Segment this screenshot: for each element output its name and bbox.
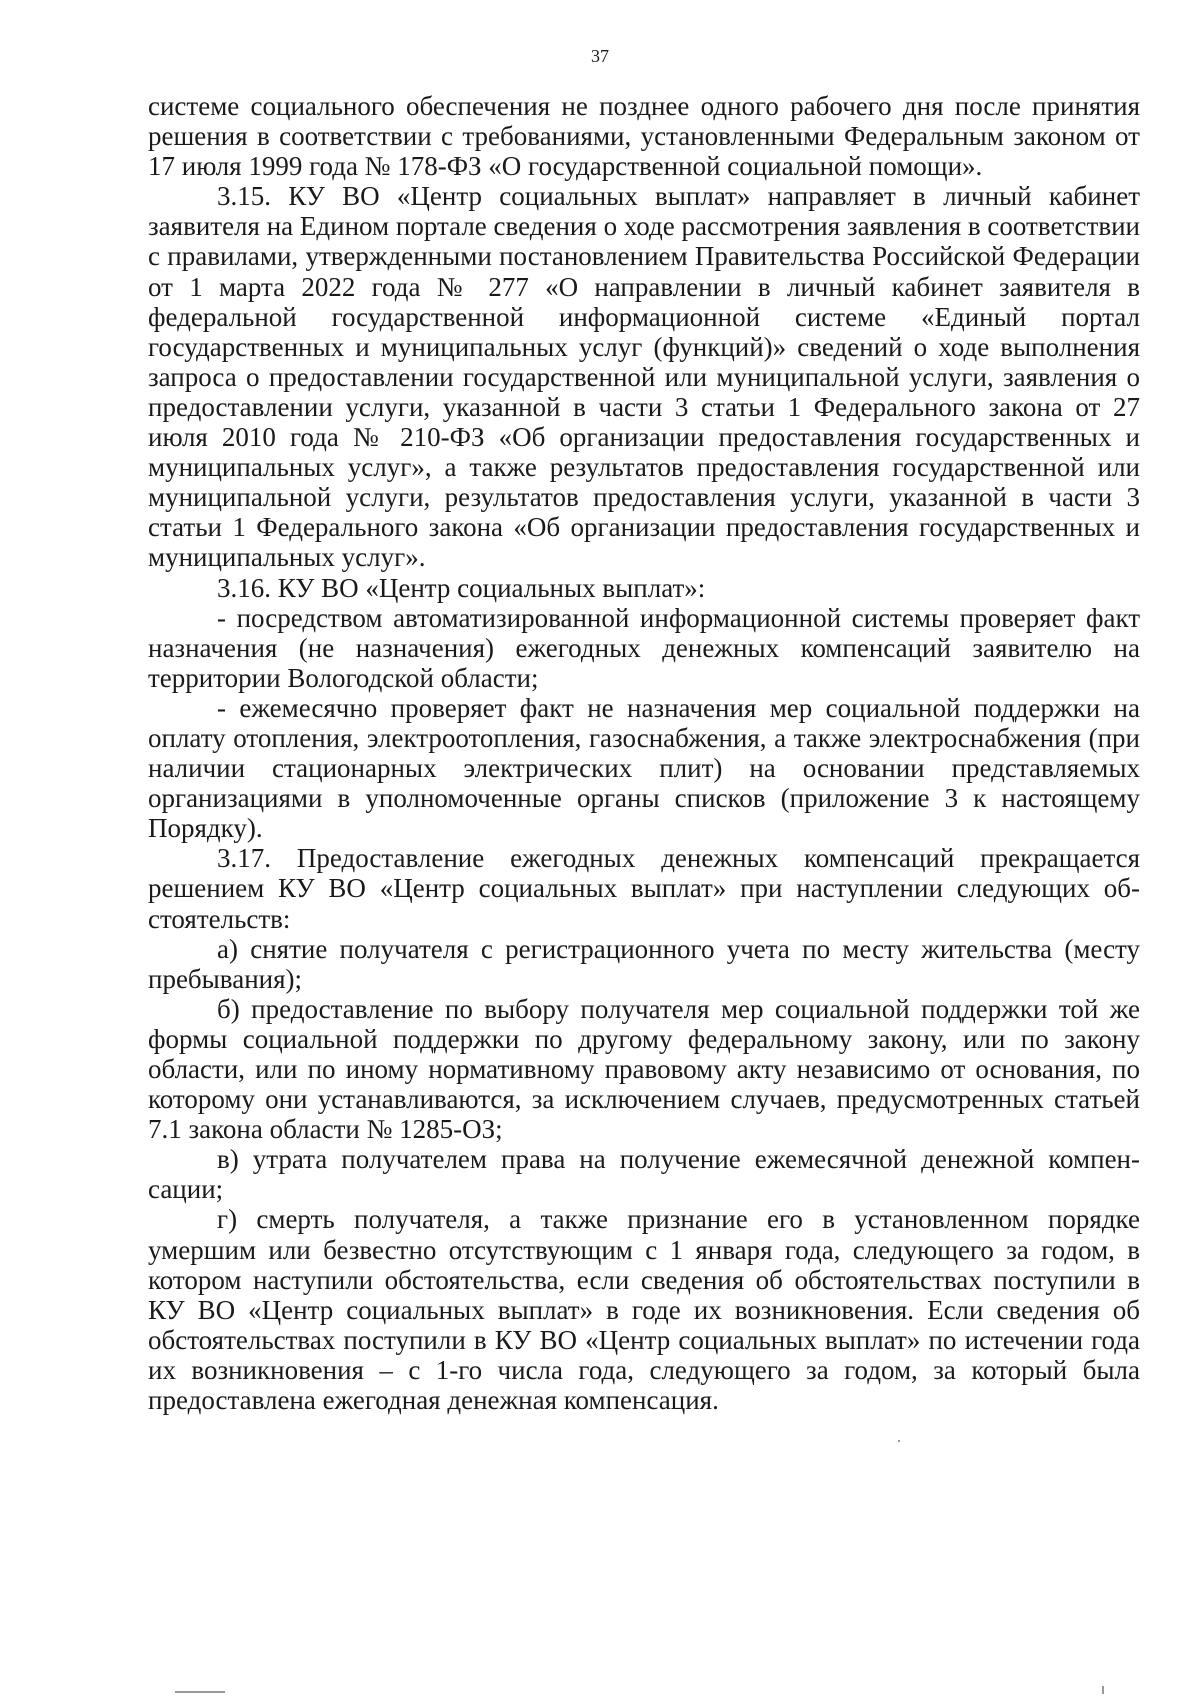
- paragraph-3-16-item-2: - ежемесячно проверяет факт не назначения мер социальной поддержки на оплату отопления, электроотопления, газоснабжения, а также электроснабжения (при наличии стационарных электрических плит) на основании представляемых организациями в уполномоченные органы списков (приложение 3 к настоящему Порядку).: [148, 692, 1140, 844]
- paragraph-3-15: 3.15. КУ ВО «Центр социальных выплат» направляет в личный кабинет заявителя на Едином портале сведения о ходе рассмотрения заявления в соответствии с правилами, утвержденными постановлением Правительства Российской Федерации от 1 марта 2022 года № 277 «О направлении в личный кабинет заявителя в федеральной государственной информационной системе «Единый портал государственных и муниципальных услуг (функций)» сведений о ходе выполнения запроса о предоставлении государственной или муниципальной услуги, заявления о предоставлении услуги, указанной в части 3 статьи 1 Федерального закона от 27 июля 2010 года № 210-ФЗ «Об организации предоставления государственных и муниципальных услуг», а также результатов предоставления государственной или муниципальной услуги, результатов предоставления услуги, указанной в части 3 статьи 1 Федерального закона «Об организации предоставления государственных и муниципальных услуг».: [148, 181, 1140, 573]
- paragraph-3-17-item-b: б) предоставление по выбору получателя мер социальной поддержки той же формы социальной поддержки по другому федеральному закону, или по закону области, или по иному нормативному правовому акту независимо от основания, по которому они устанавливаются, за исключением случаев, предусмотренных статьей 7.1 закона области № 1285-ОЗ;: [148, 993, 1140, 1145]
- scan-speck: [898, 1440, 900, 1442]
- paragraph-3-16-item-1: - посредством автоматизированной информационной системы проверяет факт назначения (не назначения) ежегодных денежных компенсаций заявителю на территории Вологодской области;: [148, 602, 1140, 693]
- page-number: 37: [591, 46, 609, 66]
- paragraph-continuation: системе социального обеспечения не позднее одного рабочего дня после принятия решения в соответствии с требованиями, установленными Федеральным законом от 17 июля 1999 года № 178-ФЗ «О государственной социальной помощи».: [148, 91, 1140, 182]
- paragraph-3-17: 3.17. Предоставление ежегодных денежных компенсаций прекращается решением КУ ВО «Центр социальных выплат» при наступлении следующих обстоятельств:: [148, 843, 1140, 934]
- paragraph-3-17-item-g: г) смерть получателя, а также признание его в установленном порядке умершим или безвестно отсутствующим с 1 января года, следующего за годом, в котором наступили обстоятельства, если сведения об обстоятельствах поступили в КУ ВО «Центр социальных выплат» в годе их возникновения. Если сведения об обстоятельствах поступили в КУ ВО «Центр социальных выплат» по истечении года их возникновения – с 1-го числа года, следующего за годом, за который была предоставлена ежегодная денежная компенсация.: [148, 1204, 1140, 1416]
- paragraph-3-16: 3.16. КУ ВО «Центр социальных выплат»:: [217, 572, 706, 603]
- scan-speck: [1102, 1686, 1104, 1694]
- scan-speck: [175, 1691, 225, 1693]
- paragraph-3-17-item-v: в) утрата получателем права на получение ежемесячной денежной компенсации;: [148, 1144, 1140, 1205]
- document-body: [148, 91, 1140, 1415]
- paragraph-3-17-item-a: а) снятие получателя с регистрационного учета по месту жительства (месту пребывания);: [148, 933, 1140, 994]
